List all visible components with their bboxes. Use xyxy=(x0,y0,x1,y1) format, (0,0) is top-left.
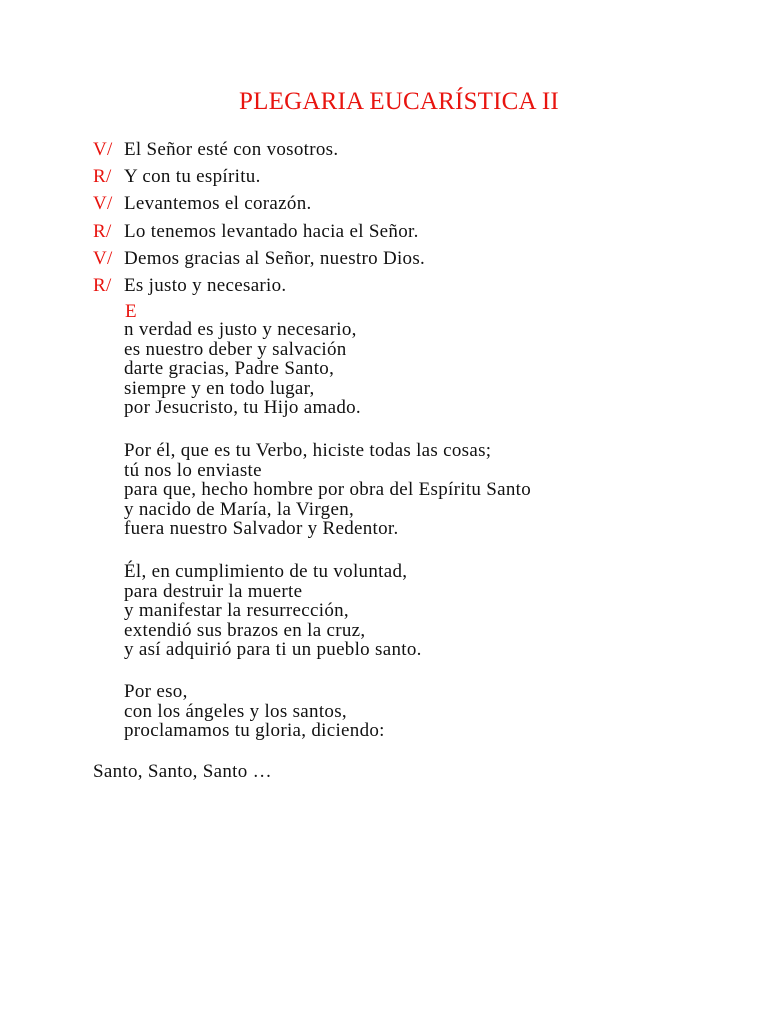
dialog-text: Lo tenemos levantado hacia el Señor. xyxy=(124,220,419,242)
dialog-line xyxy=(93,136,425,163)
stanza-line: n verdad es justo y necesario, xyxy=(124,319,357,340)
response-marker: R/ xyxy=(93,220,112,242)
dialog-line xyxy=(93,218,425,245)
dialog-text: Y con tu espíritu. xyxy=(124,166,261,188)
stanza-line: Por eso, xyxy=(124,681,188,702)
opening-dialog xyxy=(93,136,425,299)
response-marker: R/ xyxy=(93,274,112,296)
stanza-line: darte gracias, Padre Santo, xyxy=(124,358,335,380)
drop-cap-letter: E xyxy=(125,301,137,322)
stanza-line: por Jesucristo, tu Hijo amado. xyxy=(124,397,361,419)
dialog-text: Levantemos el corazón. xyxy=(124,193,312,215)
dialog-line xyxy=(93,272,425,299)
versicle-marker: V/ xyxy=(93,139,113,160)
closing-line: Santo, Santo, Santo … xyxy=(93,761,272,782)
stanza-line: extendió sus brazos en la cruz, xyxy=(124,619,366,641)
preface-stanza-4 xyxy=(124,682,385,741)
stanza-line: y así adquirió para ti un pueblo santo. xyxy=(124,639,422,661)
dialog-text: Demos gracias al Señor, nuestro Dios. xyxy=(124,247,426,269)
stanza-line: es nuestro deber y salvación xyxy=(124,338,347,360)
dialog-line xyxy=(93,190,425,217)
stanza-line: con los ángeles y los santos, xyxy=(124,700,347,722)
preface-stanza-3 xyxy=(124,562,422,660)
stanza-line: Él, en cumplimiento de tu voluntad, xyxy=(124,561,408,582)
stanza-line: fuera nuestro Salvador y Redentor. xyxy=(124,518,399,540)
dialog-text: Es justo y necesario. xyxy=(124,274,287,296)
stanza-line: proclamamos tu gloria, diciendo: xyxy=(124,720,385,742)
dialog-text: El Señor esté con vosotros. xyxy=(124,139,339,160)
stanza-line: y manifestar la resurrección, xyxy=(124,600,349,622)
stanza-line: para destruir la muerte xyxy=(124,580,303,602)
stanza-line: Por él, que es tu Verbo, hiciste todas las cosas; xyxy=(124,440,492,461)
response-marker: R/ xyxy=(93,166,112,188)
preface-stanza-1 xyxy=(124,320,361,418)
stanza-line: y nacido de María, la Virgen, xyxy=(124,498,355,520)
stanza-line: siempre y en todo lugar, xyxy=(124,377,315,399)
stanza-line: tú nos lo enviaste xyxy=(124,459,262,481)
versicle-marker: V/ xyxy=(93,193,113,215)
page-title: PLEGARIA EUCARÍSTICA II xyxy=(239,88,559,115)
preface-stanza-2 xyxy=(124,441,531,539)
dialog-line xyxy=(93,163,425,190)
versicle-marker: V/ xyxy=(93,247,113,269)
stanza-line: para que, hecho hombre por obra del Espíritu Santo xyxy=(124,479,532,501)
dialog-line xyxy=(93,245,425,272)
